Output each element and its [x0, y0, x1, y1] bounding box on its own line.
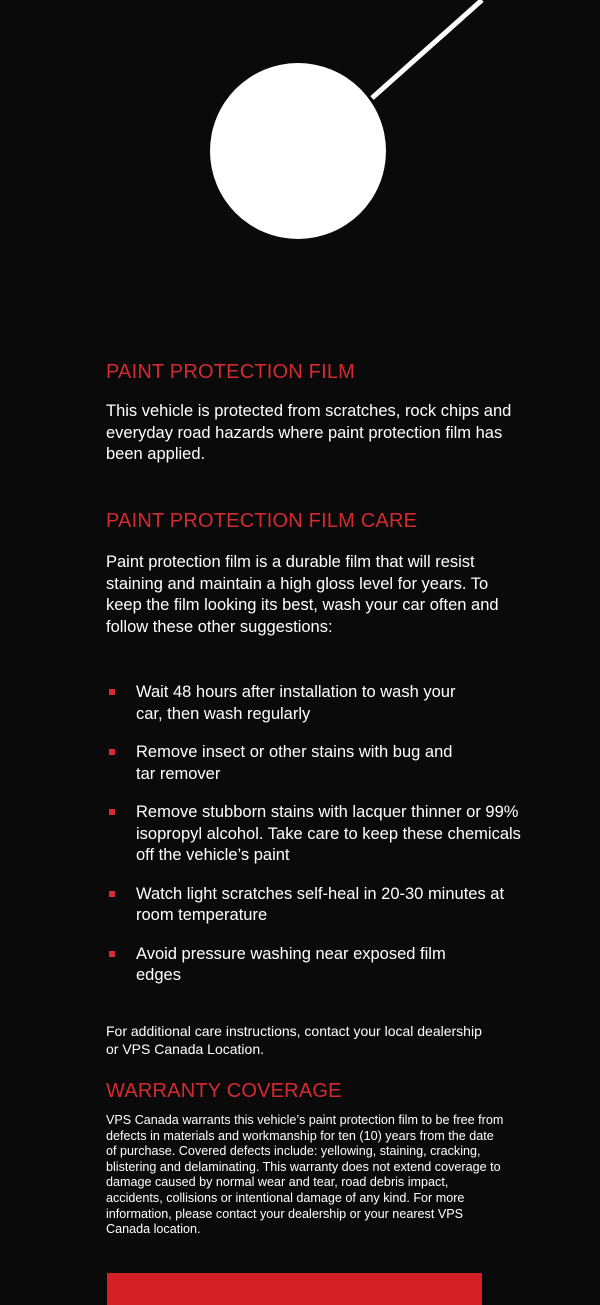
- care-contact-note: For additional care instructions, contact your local dealership or VPS Canada Location.: [106, 1023, 482, 1057]
- bullet-square-icon: [109, 951, 115, 957]
- bullet-square-icon: [109, 891, 115, 897]
- care-tip-text: Wait 48 hours after installation to wash your car, then wash regularly: [136, 683, 456, 723]
- bullet-square-icon: [109, 809, 115, 815]
- care-tip-text: Remove stubborn stains with lacquer thinner or 99% isopropyl alcohol. Take care to keep these chemicals off the vehicle’s paint: [136, 803, 521, 864]
- care-tips-list: [106, 682, 526, 1004]
- care-tip-item: [106, 884, 546, 927]
- care-tip-item: [106, 742, 456, 785]
- care-heading: PAINT PROTECTION FILM CARE: [106, 510, 418, 532]
- hanger-slit-line: [372, 0, 482, 98]
- care-tip-item: [106, 682, 456, 725]
- hanger-hole-circle: [210, 63, 386, 239]
- care-tip-item: [106, 944, 456, 987]
- care-tip-text: Avoid pressure washing near exposed film edges: [136, 944, 446, 984]
- care-tip-text: Watch light scratches self-heal in 20-30 minutes at room temperature: [136, 884, 505, 924]
- bottom-red-bar: [107, 1273, 482, 1305]
- care-tip-item: [106, 802, 526, 867]
- door-hanger-hole: [0, 0, 600, 260]
- ppf-description: This vehicle is protected from scratches, rock chips and everyday road hazards where paint protection film has been applied.: [106, 402, 512, 463]
- warranty-heading: WARRANTY COVERAGE: [106, 1080, 342, 1102]
- bullet-square-icon: [109, 749, 115, 755]
- care-tip-text: Remove insect or other stains with bug and tar remover: [136, 743, 453, 783]
- care-description: Paint protection film is a durable film that will resist staining and maintain a high gloss level for years. To keep the film looking its best, wash your car often and follow these other suggestions:: [106, 553, 499, 636]
- warranty-description: VPS Canada warrants this vehicle’s paint protection film to be free from defects in materials and workmanship for ten (10) years from the date of purchase. Covered defects include: yellowing, staining, cracking, blistering and delaminating. This warranty does not extend coverage to damage caused by normal wear and tear, road debris impact, accidents, collisions or intentional damage of any kind. For more information, please contact your dealership or your nearest VPS Canada location.: [106, 1113, 504, 1237]
- ppf-heading: PAINT PROTECTION FILM: [106, 361, 356, 383]
- bullet-square-icon: [109, 689, 115, 695]
